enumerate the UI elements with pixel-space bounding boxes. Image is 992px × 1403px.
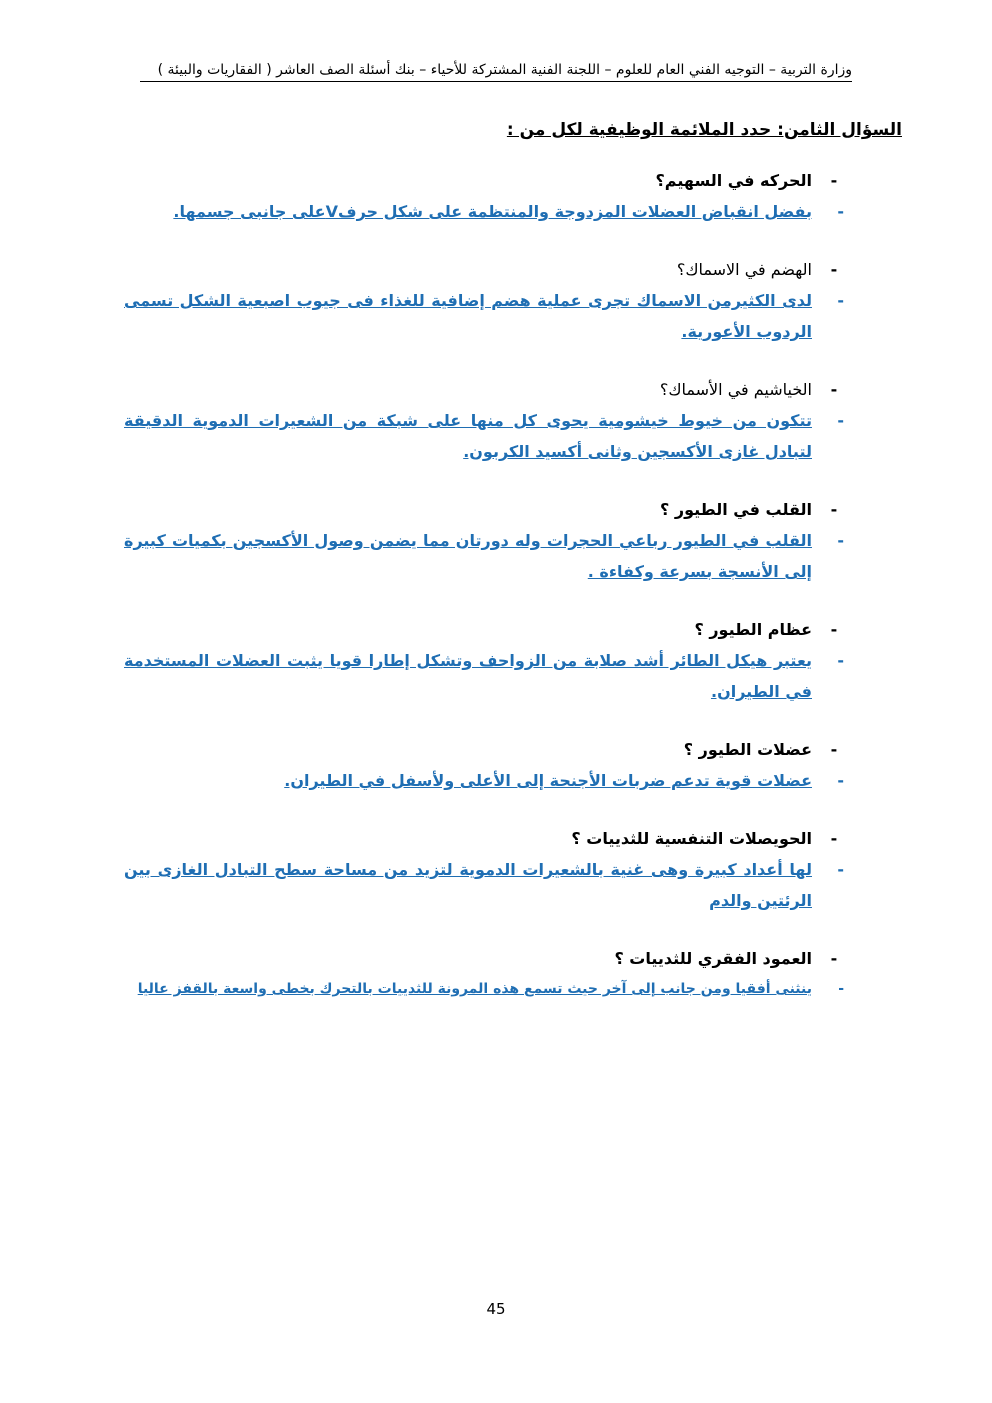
qa-item <box>124 166 844 227</box>
question-text: العمود الفقري للثدييات ؟ <box>614 949 812 968</box>
answer-text: القلب في الطيور رباعي الحجرات وله دورتان مما يضمن وصول الأكسجين بكميات كبيرة إلى الأنسجة بسرعة وكفاءة . <box>124 531 812 581</box>
bullet: - <box>830 620 838 639</box>
bullet: - <box>837 771 844 790</box>
question-title: السؤال الثامن: حدد الملائمة الوظيفية لكل من : <box>506 120 902 140</box>
qa-item <box>124 495 844 587</box>
bullet: - <box>830 171 838 190</box>
bullet: - <box>830 380 838 399</box>
question-text: الخياشيم في الأسماك؟ <box>659 380 812 399</box>
bullet: - <box>830 740 838 759</box>
qa-item <box>124 375 844 467</box>
bullet: - <box>837 531 844 550</box>
bullet: - <box>837 651 844 670</box>
bullet: - <box>830 829 838 848</box>
question-text: الحويصلات التنفسية للثدييات ؟ <box>571 829 812 848</box>
bullet: - <box>838 981 844 997</box>
page-number: 45 <box>486 1300 506 1318</box>
answer-text: عضلات قوية تدعم ضربات الأجنحة إلى الأعلى ولأسفل في الطيران. <box>284 771 812 790</box>
question-text: عضلات الطيور ؟ <box>683 740 812 759</box>
answer-text: يعتبر هيكل الطائر أشد صلابة من الزواحف وتشكل إطارا قويا يثبت العضلات المستخدمة في الطيران. <box>124 651 812 701</box>
qa-item <box>124 824 844 916</box>
question-text: الهضم في الاسماك؟ <box>676 260 812 279</box>
question-text: الحركه في السهيم؟ <box>655 171 812 190</box>
bullet: - <box>837 202 844 221</box>
answer-text: لدى الكثيرمن الاسماك تجرى عملية هضم إضافية للغذاء فى جيوب اصبعية الشكل تسمى الردوب الأعورية. <box>124 291 812 341</box>
qa-item <box>124 735 844 796</box>
answer-text: تتكون من خيوط خيشومية يحوى كل منها على شبكة من الشعيرات الدموية الدقيقة لتبادل غازى الأكسجين وثانى أكسيد الكربون. <box>124 411 812 461</box>
qa-list <box>124 166 844 1033</box>
question-text: القلب في الطيور ؟ <box>660 500 812 519</box>
bullet: - <box>837 411 844 430</box>
question-text: عظام الطيور ؟ <box>694 620 812 639</box>
page-header: وزارة التربية – التوجيه الفني العام للعلوم – اللجنة الفنية المشتركة للأحياء – بنك أسئلة الصف العاشر ( الفقاريات والبيئة ) <box>140 60 852 82</box>
answer-text: لها أعداد كبيرة وهى غنية بالشعيرات الدموية لتزيد من مساحة سطح التبادل الغازى بين الرئتين والدم <box>124 860 812 910</box>
bullet: - <box>837 860 844 879</box>
bullet: - <box>837 291 844 310</box>
bullet: - <box>830 500 838 519</box>
bullet: - <box>830 260 838 279</box>
qa-item <box>124 615 844 707</box>
bullet: - <box>830 949 838 968</box>
qa-item <box>124 944 844 1005</box>
answer-text: ينثنى أفقيا ومن جانب إلى آخر حيث تسمع هذه المرونة للثدييات بالتحرك بخطى واسعة بالقفز عاليا <box>137 981 812 997</box>
answer-text: بفضل انقباض العضلات المزدوجة والمنتظمة على شكل حرفVعلى جانبى جسمها. <box>173 202 812 221</box>
qa-item <box>124 255 844 347</box>
